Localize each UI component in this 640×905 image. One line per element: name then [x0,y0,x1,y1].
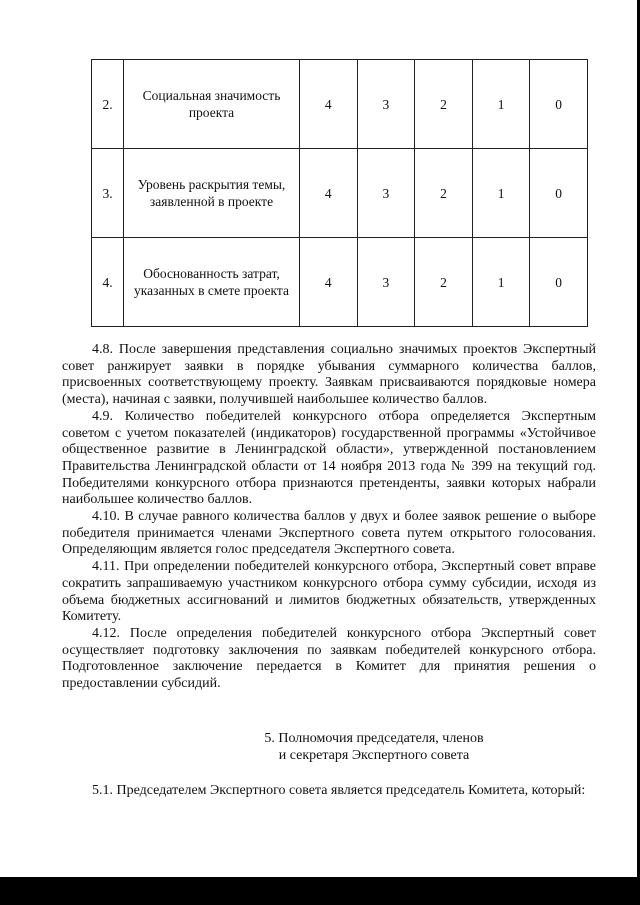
paragraph-4-11: 4.11. При определении победителей конкурсного отбора, Экспертный совет вправе сократить запрашиваемую участником конкурсного отбора сумму субсидии, исходя из объема бюджетных ассигнований и лимитов бюджетных обязательств, утвержденных Комитету. [62,559,596,625]
score-cell: 1 [472,238,530,327]
score-cell: 2 [415,149,473,238]
row-number: 4. [92,238,124,327]
table-row [92,60,588,149]
score-cell: 4 [300,149,358,238]
criterion-cell: Социальная значимость проекта [124,60,300,149]
score-cell: 2 [415,238,473,327]
table-row [92,149,588,238]
table-row [92,238,588,327]
score-cell: 3 [357,60,415,149]
score-cell: 0 [530,149,588,238]
score-cell: 0 [530,238,588,327]
paragraph-5-1: 5.1. Председателем Экспертного совета является председатель Комитета, который: [92,783,586,798]
score-cell: 1 [472,149,530,238]
score-cell: 3 [357,149,415,238]
criterion-cell: Уровень раскрытия темы, заявленной в проекте [124,149,300,238]
paragraph-4-8: 4.8. После завершения представления социально значимых проектов Экспертный совет ранжирует заявки в порядке убывания суммарного количества баллов, присвоенных соответствующему проекту. Заявкам присваиваются порядковые номера (места), начиная с заявки, получившей наибольшее количество баллов. [62,342,596,408]
paragraph-4-12: 4.12. После определения победителей конкурсного отбора Экспертный совет осуществляет подготовку заключения по заявкам победителей конкурсного отбора. Подготовленное заключение передается в Комитет для принятия решения о предоставлении субсидий. [62,625,596,692]
section-heading-line2: и секретаря Экспертного совета [278,748,470,763]
score-cell: 3 [357,238,415,327]
score-cell: 0 [530,60,588,149]
paragraph-4-9: 4.9. Количество победителей конкурсного отбора определяется Экспертным советом с учетом показателей (индикаторов) государственной программы «Устойчивое общественное развитие в Ленинградской области», утвержденной постановлением Правительства Ленинградской области от 14 ноября 2013 года № 399 на текущий год. Победителями конкурсного отбора признаются претенденты, заявки которых набрали наибольшее количество баллов. [62,408,596,508]
scoring-table [91,59,588,327]
score-cell: 4 [300,238,358,327]
section-heading-line1: 5. Полномочия председателя, членов [264,731,484,746]
paragraph-4-10: 4.10. В случае равного количества баллов у двух и более заявок решение о выборе победителя принимается членами Экспертного совета путем открытого голосования. Определяющим является голос председателя Экспертного совета. [62,509,596,558]
criterion-cell: Обоснованность затрат, указанных в смете проекта [124,238,300,327]
score-cell: 1 [472,60,530,149]
section-heading [62,730,596,764]
row-number: 3. [92,149,124,238]
score-cell: 4 [300,60,358,149]
score-cell: 2 [415,60,473,149]
scan-border [0,877,640,905]
row-number: 2. [92,60,124,149]
body-text [62,342,596,693]
